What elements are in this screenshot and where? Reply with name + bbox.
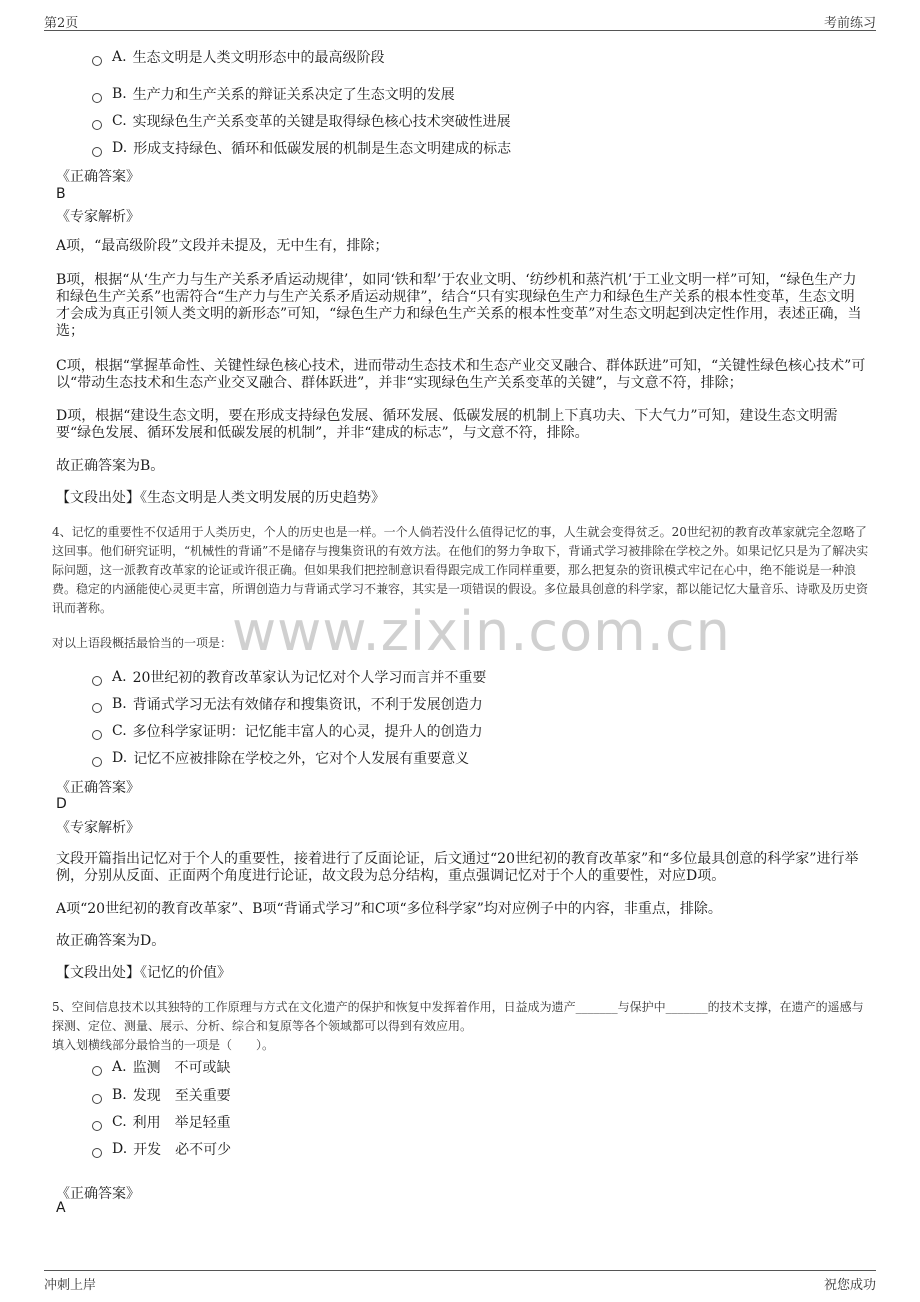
option-letter: B. xyxy=(112,86,127,102)
analysis-paragraph: D项，根据“建设生态文明，要在形成支持绿色发展、循环发展、低碳发展的机制上下真功夫、下大气力”可知，建设生态文明需要“绿色发展、循环发展和低碳发展的机制”，并非“建成的标志”，与文意不符，排除。 xyxy=(56,408,838,441)
option-text: 形成支持绿色、循环和低碳发展的机制是生态文明建成的标志 xyxy=(133,141,512,157)
option-text: 发现 至关重要 xyxy=(132,1088,231,1104)
answer-label: 《正确答案》 xyxy=(56,1186,140,1202)
watermark: www.zixin.com.cn xyxy=(232,600,731,663)
option-letter: C. xyxy=(112,723,127,739)
option-text: 20世纪初的教育改革家认为记忆对个人学习而言并不重要 xyxy=(132,670,487,686)
radio-icon[interactable] xyxy=(92,1094,102,1104)
header-title: 考前练习 xyxy=(823,16,876,31)
option-text: 利用 举足轻重 xyxy=(132,1115,231,1131)
radio-icon[interactable] xyxy=(92,703,102,713)
question-prompt: 对以上语段概括最恰当的一项是： xyxy=(52,636,233,650)
option-text: 记忆不应被排除在学校之外，它对个人发展有重要意义 xyxy=(133,751,470,767)
analysis-conclusion: 故正确答案为B。 xyxy=(56,458,165,474)
radio-icon[interactable] xyxy=(92,1121,102,1131)
q4-option-b[interactable] xyxy=(92,694,483,714)
analysis-label: 《专家解析》 xyxy=(56,209,140,225)
option-text: 实现绿色生产关系变革的关键是取得绿色核心技术突破性进展 xyxy=(132,114,511,130)
option-text: 开发 必不可少 xyxy=(133,1142,232,1158)
q5-option-d[interactable] xyxy=(92,1139,231,1159)
q5-option-b[interactable] xyxy=(92,1085,231,1105)
answer-label: 《正确答案》 xyxy=(56,169,140,185)
option-text: 生态文明是人类文明形态中的最高级阶段 xyxy=(132,50,385,66)
radio-icon[interactable] xyxy=(92,730,102,740)
option-text: 生产力和生产关系的辩证关系决定了生态文明的发展 xyxy=(132,87,455,103)
option-letter: B. xyxy=(112,1087,127,1103)
analysis-paragraph: B项，根据“从‘生产力与生产关系矛盾运动规律’，如同‘铁和犁’于农业文明、‘纺纱机和蒸汽机’于工业文明一样”可知，“绿色生产力和绿色生产关系”也需符合“生产力与生产关系矛盾运动规律”，结合“只有实现绿色生产力和绿色生产关系的根本性变革，生态文明才会成为真正引领人类文明的新形态”可知，“绿色生产力和绿色生产关系的根本性变革”对生态文明起到决定性作用，表述正确，当选； xyxy=(56,272,862,339)
option-letter: A. xyxy=(112,1059,127,1075)
q3-option-c[interactable] xyxy=(92,111,511,131)
radio-icon[interactable] xyxy=(92,56,102,66)
q4-option-a[interactable] xyxy=(92,667,486,687)
answer-value: B xyxy=(56,186,66,202)
q5-option-c[interactable] xyxy=(92,1112,231,1132)
option-letter: D. xyxy=(112,140,128,156)
option-text: 监测 不可或缺 xyxy=(132,1060,231,1076)
option-letter: A. xyxy=(112,49,127,65)
option-letter: D. xyxy=(112,1141,128,1157)
option-letter: C. xyxy=(112,1114,127,1130)
question-prompt: 填入划横线部分最恰当的一项是（ ）。 xyxy=(52,1038,275,1052)
radio-icon[interactable] xyxy=(92,676,102,686)
question-stem: 5、空间信息技术以其独特的工作原理与方式在文化遗产的保护和恢复中发挥着作用，日益成为遗产_______与保护中_______的技术支撑，在遗产的遥感与探测、定位、测量、展示、分析、综合和复原等各个领域都可以得到有效应用。 xyxy=(52,1000,864,1033)
analysis-conclusion: 故正确答案为D。 xyxy=(56,933,166,949)
option-text: 多位科学家证明：记忆能丰富人的心灵，提升人的创造力 xyxy=(132,724,483,740)
footer-right: 祝您成功 xyxy=(823,1278,876,1293)
radio-icon[interactable] xyxy=(92,120,102,130)
analysis-paragraph: 文段开篇指出记忆对于个人的重要性，接着进行了反面论证，后文通过“20世纪初的教育改革家”和“多位最具创意的科学家”进行举例，分别从反面、正面两个角度进行论证，故文段为总分结构，重点强调记忆对于个人的重要性，对应D项。 xyxy=(56,851,859,884)
analysis-paragraph: A项“20世纪初的教育改革家”、B项“背诵式学习”和C项“多位科学家”均对应例子中的内容，非重点，排除。 xyxy=(56,901,722,917)
footer-left: 冲刺上岸 xyxy=(44,1278,97,1293)
analysis-paragraph: C项，根据“掌握革命性、关键性绿色核心技术，进而带动生态技术和生态产业交叉融合、群体跃进”可知，“关键性绿色核心技术”可以“带动生态技术和生态产业交叉融合、群体跃进”，并非“实现绿色生产关系变革的关键”，与文意不符，排除； xyxy=(56,358,866,391)
source-citation: 【文段出处】《记忆的价值》 xyxy=(56,965,231,981)
option-text: 背诵式学习无法有效储存和搜集资讯，不利于发展创造力 xyxy=(132,697,483,713)
radio-icon[interactable] xyxy=(92,93,102,103)
answer-label: 《正确答案》 xyxy=(56,780,140,796)
source-citation: 【文段出处】《生态文明是人类文明发展的历史趋势》 xyxy=(56,490,385,506)
answer-value: A xyxy=(56,1200,66,1216)
analysis-label: 《专家解析》 xyxy=(56,820,140,836)
answer-value: D xyxy=(56,796,67,812)
option-letter: C. xyxy=(112,113,127,129)
radio-icon[interactable] xyxy=(92,757,102,767)
q3-option-d[interactable] xyxy=(92,138,511,158)
question-stem: 4、记忆的重要性不仅适用于人类历史，个人的历史也是一样。一个人倘若没什么值得记忆的事，人生就会变得贫乏。20世纪初的教育改革家就完全忽略了这回事。他们研究证明，“机械性的背诵”不是储存与搜集资讯的有效方法。在他们的努力争取下，背诵式学习被排除在学校之外。如果记忆只是为了解决实际问题，这一派教育改革家的论证或许很正确。但如果我们把控制意识看得跟完成工作同样重要，那么把复杂的资讯模式牢记在心中，绝不能说是一种浪费。稳定的内涵能使心灵更丰富，所谓创造力与背诵式学习不兼容，其实是一项错误的假设。多位最具创意的科学家，都以能记忆大量音乐、诗歌及历史资讯而著称。 xyxy=(52,525,869,615)
page-number: 第2页 xyxy=(44,16,79,31)
q4-option-c[interactable] xyxy=(92,721,483,741)
q4-option-d[interactable] xyxy=(92,748,469,768)
option-letter: B. xyxy=(112,696,127,712)
radio-icon[interactable] xyxy=(92,147,102,157)
q5-option-a[interactable] xyxy=(92,1057,231,1077)
page-header xyxy=(44,12,876,31)
radio-icon[interactable] xyxy=(92,1066,102,1076)
page-footer xyxy=(44,1270,876,1294)
q3-option-b[interactable] xyxy=(92,84,455,104)
option-letter: D. xyxy=(112,750,128,766)
radio-icon[interactable] xyxy=(92,1148,102,1158)
q3-option-a[interactable] xyxy=(92,47,385,67)
option-letter: A. xyxy=(112,669,127,685)
analysis-paragraph: A项，“最高级阶段”文段并未提及，无中生有，排除； xyxy=(56,238,389,254)
